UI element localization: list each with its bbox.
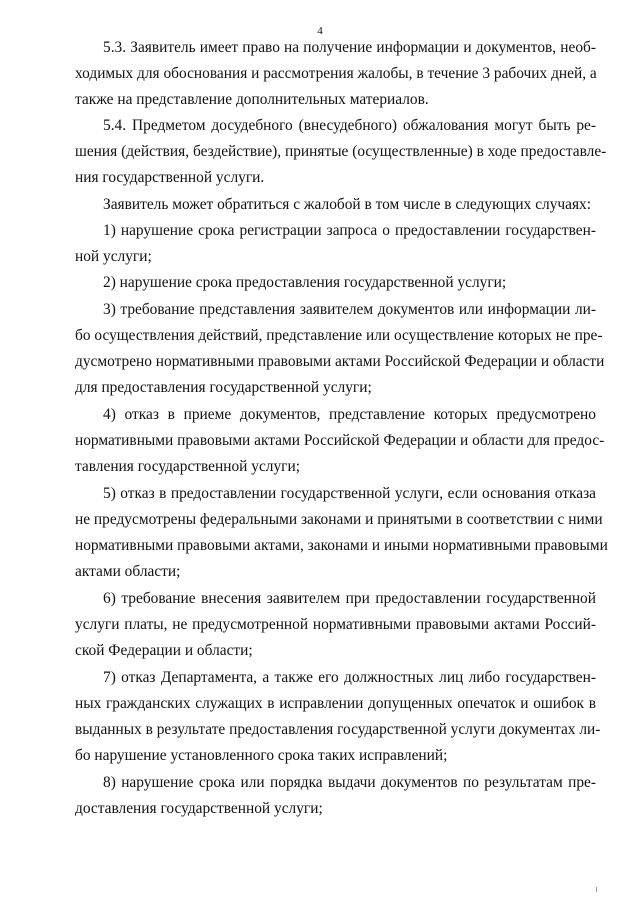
text-line: не предусмотрены федеральными законами и принятыми в соответствии с ними [75, 511, 603, 528]
page-number: 4 [317, 25, 323, 37]
text-line: 5) отказ в предоставлении государственной услуги, если основания отказа [103, 485, 596, 502]
text-line: ния государственной услуги. [75, 169, 265, 186]
text-line: актами области; [75, 563, 181, 580]
text-line: бо осуществления действий, представление или осуществление которых не пре- [75, 327, 603, 344]
text-line: 1) нарушение срока регистрации запроса о предоставлении государствен- [103, 222, 596, 239]
text-line: 2) нарушение срока предоставления государственной услуги; [103, 274, 507, 291]
text-line: 8) нарушение срока или порядка выдачи документов по результатам пре- [103, 774, 596, 791]
text-line: также на представление дополнительных материалов. [75, 91, 429, 108]
text-line: ных гражданских служащих в исправлении допущенных опечаток и ошибок в [75, 695, 596, 712]
text-line: 5.4. Предметом досудебного (внесудебного) обжалования могут быть ре- [103, 117, 596, 134]
text-line: ной услуги; [75, 248, 152, 265]
text-line: 3) требование представления заявителем документов или информации ли- [103, 301, 596, 318]
text-line: тавления государственной услуги; [75, 458, 300, 475]
text-line: услуги платы, не предусмотренной нормативными правовыми актами Россий- [75, 616, 596, 633]
text-line: шения (действия, бездействие), принятые (осуществленные) в ходе предоставле- [75, 143, 607, 160]
text-line: бо нарушение установленного срока таких исправлений; [75, 747, 448, 764]
scan-margin-mark [596, 887, 597, 892]
text-line: нормативными правовыми актами, законами и иными нормативными правовыми [75, 537, 608, 554]
text-line: Заявитель может обратиться с жалобой в том числе в следующих случаях: [103, 196, 592, 213]
text-line: доставления государственной услуги; [75, 800, 323, 817]
text-line: 4) отказ в приеме документов, представление которых предусмотрено [103, 406, 596, 423]
text-line: 7) отказ Департамента, а также его должностных лиц либо государствен- [103, 669, 596, 686]
text-line: ходимых для обоснования и рассмотрения жалобы, в течение 3 рабочих дней, а [75, 65, 597, 82]
text-line: 6) требование внесения заявителем при предоставлении государственной [103, 590, 596, 607]
text-line: ской Федерации и области; [75, 642, 253, 659]
text-line: дусмотрено нормативными правовыми актами Российской Федерации и области [75, 353, 605, 370]
text-line: для предоставления государственной услуги; [75, 379, 372, 396]
text-line: 5.3. Заявитель имеет право на получение информации и документов, необ- [103, 39, 596, 56]
text-line: выданных в результате предоставления государственной услуги документах ли- [75, 721, 601, 738]
text-line: нормативными правовыми актами Российской Федерации и области для предос- [75, 432, 605, 449]
